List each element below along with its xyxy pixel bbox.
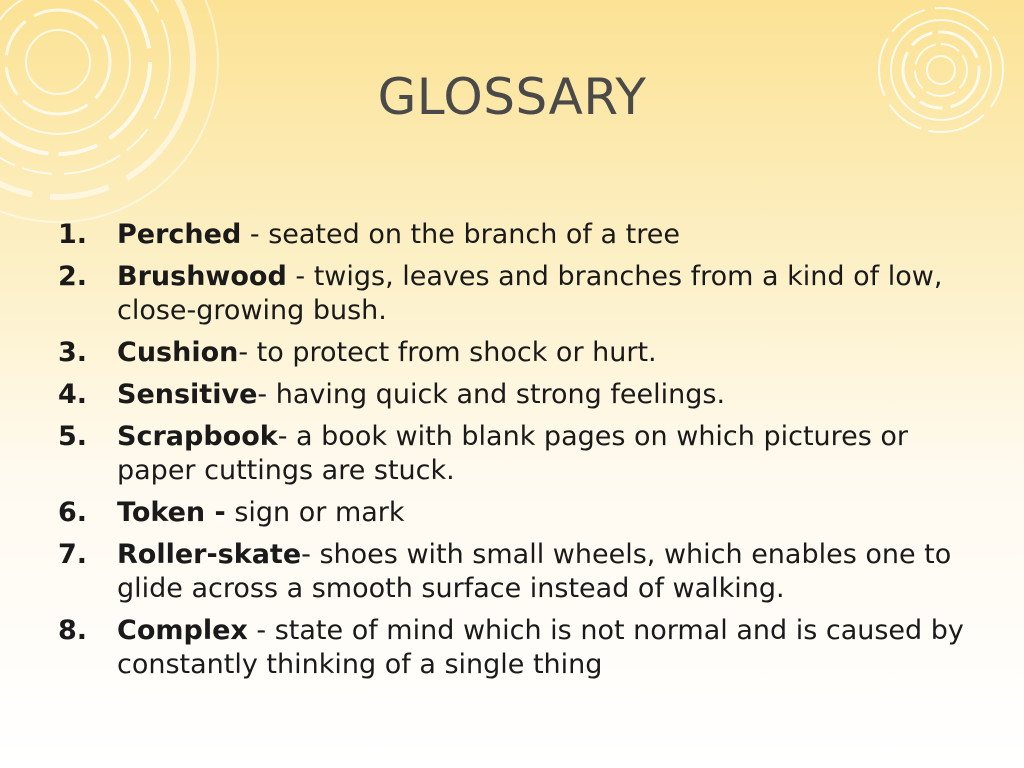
- item-number: 8.: [58, 615, 88, 646]
- glossary-item: [58, 260, 973, 328]
- glossary-definition: - shoes with small wheels, which enables one to glide across a smooth surface instead of walking.: [117, 539, 952, 604]
- glossary-term: Brushwood: [117, 261, 287, 292]
- glossary-item: [58, 378, 973, 412]
- item-number: 2.: [58, 261, 88, 292]
- item-number: 1.: [58, 219, 88, 250]
- item-number: 6.: [58, 497, 88, 528]
- glossary-term: Cushion: [117, 337, 239, 368]
- glossary-definition: - a book with blank pages on which pictures or paper cuttings are stuck.: [117, 421, 909, 486]
- glossary-list: [58, 218, 973, 690]
- item-number: 4.: [58, 379, 88, 410]
- glossary-item: [58, 496, 973, 530]
- glossary-term: Roller-skate: [117, 539, 302, 570]
- item-number: 5.: [58, 421, 88, 452]
- item-number: 7.: [58, 539, 88, 570]
- glossary-item: [58, 218, 973, 252]
- glossary-definition: - to protect from shock or hurt.: [238, 337, 657, 368]
- glossary-item: [58, 336, 973, 370]
- glossary-term: Scrapbook: [117, 421, 278, 452]
- glossary-item: [58, 420, 973, 488]
- glossary-definition: - seated on the branch of a tree: [241, 219, 680, 250]
- item-number: 3.: [58, 337, 88, 368]
- glossary-term: Sensitive: [117, 379, 258, 410]
- glossary-definition: - having quick and strong feelings.: [257, 379, 726, 410]
- glossary-term: Complex: [117, 615, 248, 646]
- glossary-item: [58, 538, 973, 606]
- glossary-term: Token -: [117, 497, 226, 528]
- glossary-definition: - state of mind which is not normal and is caused by constantly thinking of a single thing: [117, 615, 964, 680]
- glossary-definition: - twigs, leaves and branches from a kind of low, close-growing bush.: [117, 261, 943, 326]
- slide-title: GLOSSARY: [377, 68, 647, 126]
- glossary-definition: sign or mark: [225, 497, 405, 528]
- glossary-term: Perched: [117, 219, 242, 250]
- glossary-item: [58, 614, 973, 682]
